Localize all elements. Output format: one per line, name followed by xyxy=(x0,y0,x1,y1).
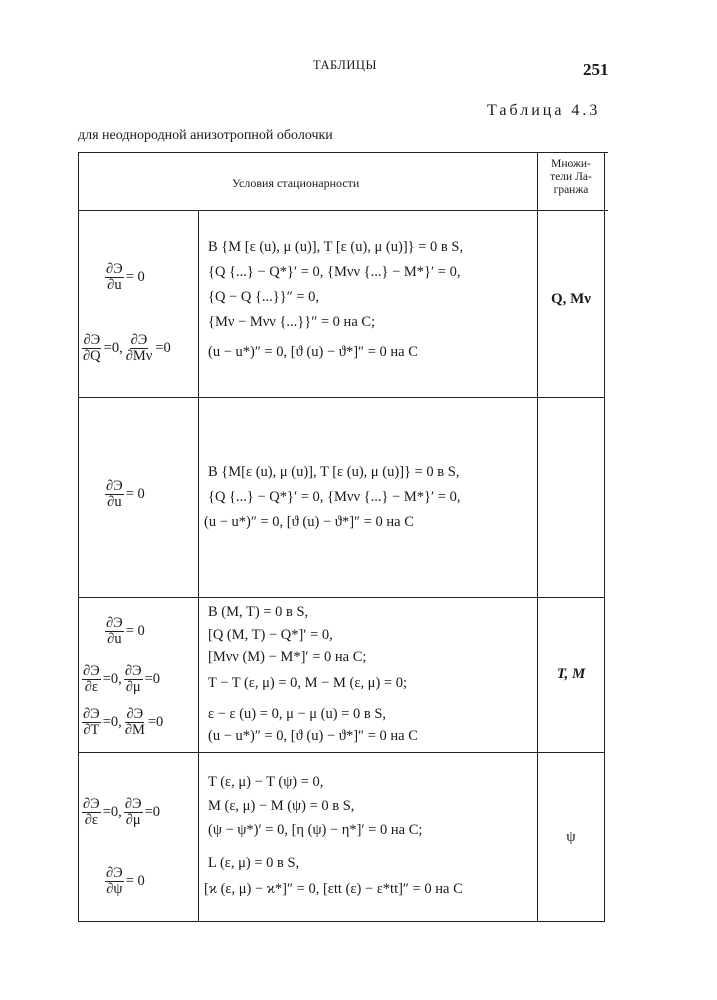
table-caption: для неоднородной анизотропной оболочки xyxy=(78,128,333,143)
left-border xyxy=(78,152,79,922)
equation: {Q {...} − Q*}′ = 0, {Mνν {...} − M*}′ = 0, xyxy=(208,264,461,280)
row-rule-1 xyxy=(78,397,604,398)
table-label: Таблица 4.3 xyxy=(487,102,601,119)
lagrange-multipliers: ψ xyxy=(566,829,576,845)
equation: T − T (ε, μ) = 0, M − M (ε, μ) = 0; xyxy=(208,675,407,691)
equation: L (ε, μ) = 0 в S, xyxy=(208,855,300,871)
equation: [Mνν (M) − M*]′ = 0 на C; xyxy=(208,649,367,665)
equation: {Q {...} − Q*}′ = 0, {Mνν {...} − M*}′ = 0, xyxy=(208,489,461,505)
variation-de-dmu: ∂Э ∂ε =0, ∂Э ∂μ =0 xyxy=(83,663,160,695)
variation-dt-dm: ∂Э ∂T =0, ∂Э ∂M =0 xyxy=(83,706,164,738)
equation: (u − u*)″ = 0, [ϑ (u) − ϑ*]″ = 0 на C xyxy=(208,344,418,360)
equation: M (ε, μ) − M (ψ) = 0 в S, xyxy=(208,798,355,814)
equation: {Mν − Mνν {...}}″ = 0 на C; xyxy=(208,314,376,330)
variation-dq-dmv: ∂Э ∂Q =0, ∂Э ∂Mν =0 xyxy=(83,332,171,364)
equation: (ψ − ψ*)′ = 0, [η (ψ) − η*]′ = 0 на C; xyxy=(208,822,423,838)
right-border xyxy=(604,152,605,922)
lagrange-multipliers: T, M xyxy=(556,666,586,682)
equation: ε − ε (u) = 0, μ − μ (u) = 0 в S, xyxy=(208,706,387,722)
variation-du: ∂Э ∂u = 0 xyxy=(106,478,145,510)
row-rule-2 xyxy=(78,597,604,598)
equation: {Q − Q {...}}″ = 0, xyxy=(208,289,320,305)
equation: [ϰ (ε, μ) − ϰ*]″ = 0, [εtt (ε) − ε*tt]″ = 0 на C xyxy=(204,881,463,897)
header-rule xyxy=(78,210,608,211)
page-number: 251 xyxy=(583,60,609,79)
equation: T (ε, μ) − T (ψ) = 0, xyxy=(208,774,324,790)
equation: B {M [ε (u), μ (u)], T [ε (u), μ (u)]} = 0 в S, xyxy=(208,239,464,255)
multipliers-header: Множи- тели Ла- гранжа xyxy=(550,158,592,196)
variation-dpsi: ∂Э ∂ψ = 0 xyxy=(106,865,145,897)
running-title: ТАБЛИЦЫ xyxy=(313,58,377,72)
equation: B {M[ε (u), μ (u)], T [ε (u), μ (u)]} = 0 в S, xyxy=(208,464,460,480)
lagrange-multipliers: Q, Mν xyxy=(550,291,592,307)
bottom-rule xyxy=(78,921,604,922)
top-rule xyxy=(78,152,608,153)
variation-du: ∂Э ∂u = 0 xyxy=(106,261,145,293)
left-column-divider xyxy=(198,210,199,922)
equation: [Q (M, T) − Q*]′ = 0, xyxy=(208,627,333,643)
multiplier-divider xyxy=(537,152,538,922)
equation: B (M, T) = 0 в S, xyxy=(208,604,309,620)
row-rule-3 xyxy=(78,752,604,753)
equation: (u − u*)″ = 0, [ϑ (u) − ϑ*]″ = 0 на C xyxy=(208,728,418,744)
conditions-header: Условия стационарности xyxy=(232,176,360,190)
variation-du: ∂Э ∂u = 0 xyxy=(106,615,145,647)
equation: (u − u*)″ = 0, [ϑ (u) − ϑ*]″ = 0 на C xyxy=(204,514,414,530)
variation-de-dmu: ∂Э ∂ε =0, ∂Э ∂μ =0 xyxy=(83,796,160,828)
